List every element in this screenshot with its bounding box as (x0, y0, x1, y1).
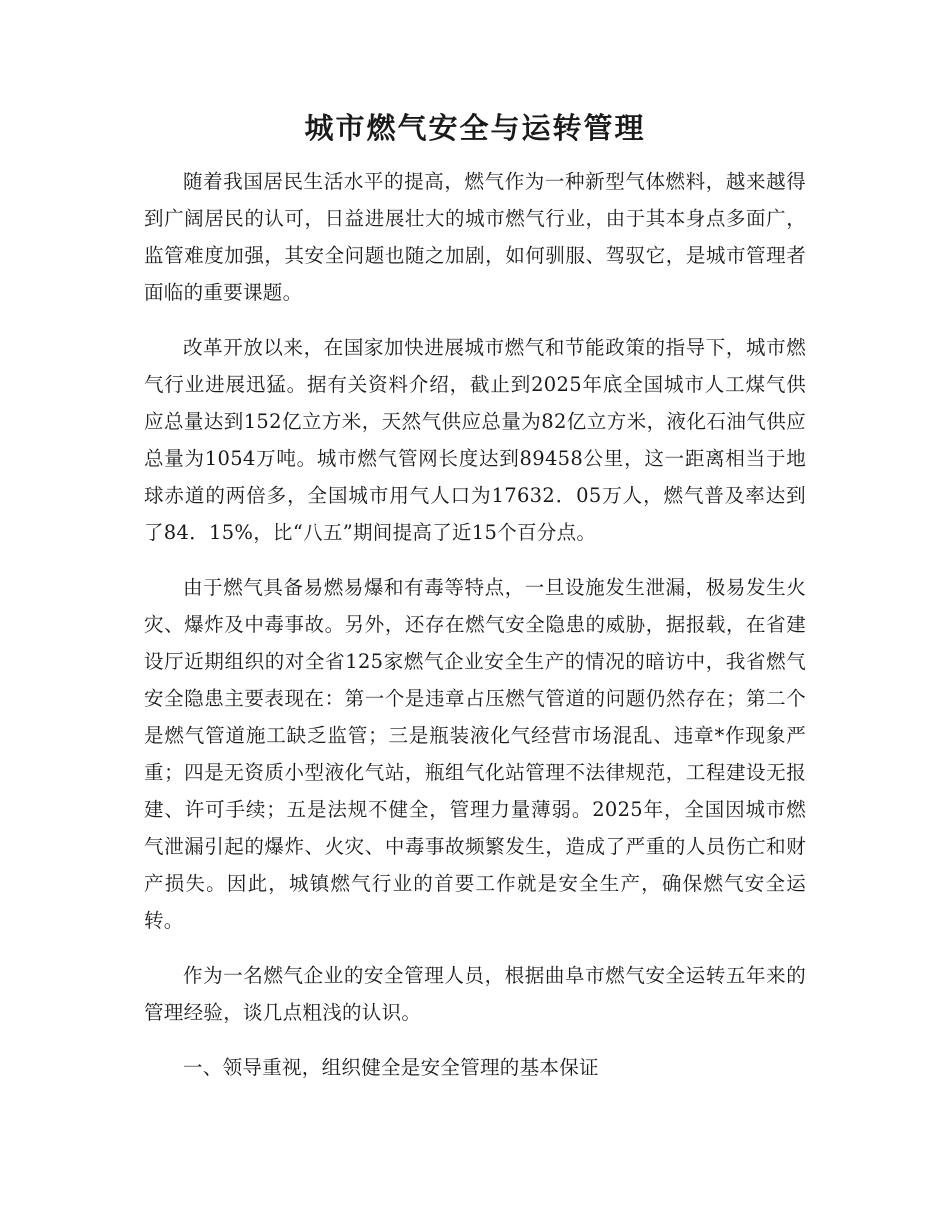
document-body (144, 163, 806, 1086)
paragraph-hazards: 由于燃气具备易燃易爆和有毒等特点，一旦设施发生泄漏，极易发生火灾、爆炸及中毒事故。另外，还存在燃气安全隐患的威胁，据报载，在省建设厅近期组织的对全省125家燃气企业安全生产的情况的暗访中，我省燃气安全隐患主要表现在：第一个是违章占压燃气管道的问题仍然存在；第二个是燃气管道施工缺乏监管；三是瓶装液化气经营市场混乱、违章*作现象严重；四是无资质小型液化气站，瓶组气化站管理不法律规范，工程建设无报建、许可手续；五是法规不健全，管理力量薄弱。2025年，全国因城市燃气泄漏引起的爆炸、火灾、中毒事故频繁发生，造成了严重的人员伤亡和财产损失。因此，城镇燃气行业的首要工作就是安全生产，确保燃气安全运转。 (144, 576, 806, 932)
document-title: 城市燃气安全与运转管理 (304, 111, 646, 145)
paragraph-statistics: 改革开放以来，在国家加快进展城市燃气和节能政策的指导下，城市燃气行业进展迅猛。据有关资料介绍，截止到2025年底全国城市人工煤气供应总量达到152亿立方米，天然气供应总量为82亿立方米，液化石油气供应总量为1054万吨。城市燃气管网长度达到89458公里，这一距离相当于地球赤道的两倍多，全国城市用气人口为17632．05万人，燃气普及率达到了84．15%，比“八五”期间提高了近15个百分点。 (144, 336, 806, 544)
section-heading: 一、领导重视，组织健全是安全管理的基本保证 (183, 1056, 599, 1079)
paragraph-author-intro: 作为一名燃气企业的安全管理人员，根据曲阜市燃气安全运转五年来的管理经验，谈几点粗浅的认识。 (144, 964, 806, 1024)
paragraph-intro: 随着我国居民生活水平的提高，燃气作为一种新型气体燃料，越来越得到广阔居民的认可，日益进展壮大的城市燃气行业，由于其本身点多面广，监管难度加强，其安全问题也随之加剧，如何驯服、驾驭它，是城市管理者面临的重要课题。 (144, 170, 806, 304)
